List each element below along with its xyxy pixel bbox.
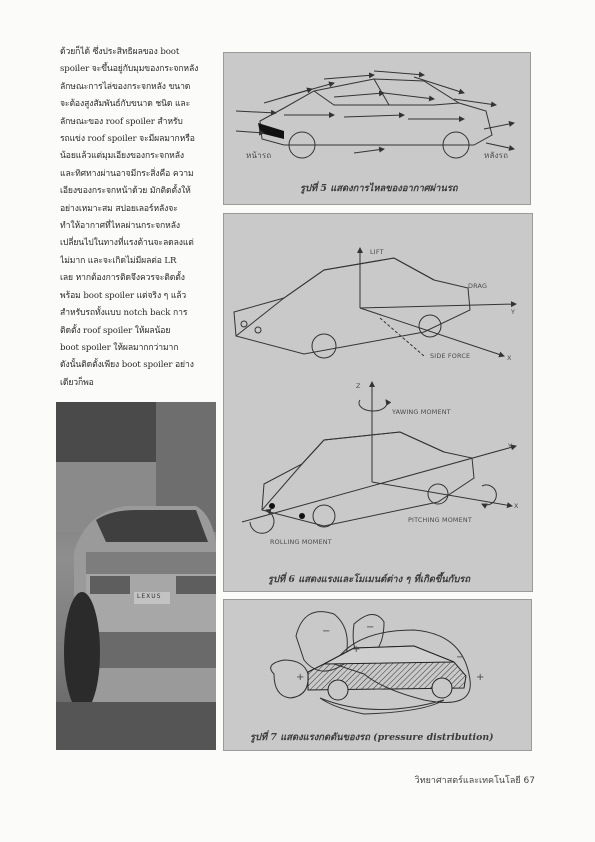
label-drag: DRAG bbox=[468, 282, 488, 290]
text-line: เลย หากต้องการติดจึงควรจะติดตั้ง bbox=[60, 273, 185, 284]
label-front: หน้ารถ bbox=[246, 151, 272, 160]
text-line: ดังนั้นติดตั้งเพียง boot spoiler อย่าง bbox=[60, 360, 194, 371]
label-minus-3: − bbox=[456, 652, 465, 663]
label-y-axis-2: Y bbox=[508, 442, 513, 450]
car-badge: LEXUS bbox=[137, 593, 162, 600]
figure-5-caption: รูปที่ 5 แสดงการไหลของอากาศผ่านรถ bbox=[300, 183, 458, 194]
text-line: พร้อม boot spoiler แต่จริง ๆ แล้ว bbox=[60, 290, 187, 301]
text-line: boot spoiler ให้ผลมากกว่ามาก bbox=[60, 342, 179, 353]
figure-6-caption: รูปที่ 6 แสดงแรงและโมเมนต์ต่าง ๆ ที่เกิดขึ้นกับรถ bbox=[268, 574, 471, 585]
text-line: เดียวก็พอ bbox=[60, 377, 94, 388]
label-side-force: SIDE FORCE bbox=[430, 352, 471, 360]
label-y-axis: Y bbox=[511, 308, 516, 316]
forces-diagram bbox=[224, 214, 533, 592]
page-footer: วิทยาศาสตร์และเทคโนโลยี 67 bbox=[414, 776, 535, 786]
label-plus-1: + bbox=[296, 672, 305, 683]
text-line: ทำให้อากาศที่ไหลผ่านกระจกหลัง bbox=[60, 221, 180, 232]
label-z-axis: Z bbox=[356, 382, 361, 390]
label-minus-2: − bbox=[366, 622, 375, 633]
label-yawing-moment: YAWING MOMENT bbox=[392, 408, 451, 416]
label-rolling-moment: ROLLING MOMENT bbox=[270, 538, 332, 546]
text-line: เปลี่ยนไปในทางที่แรงต้านจะลดลงแต่ bbox=[60, 238, 194, 249]
text-line: ลักษณะของ roof spoiler สำหรับ bbox=[60, 116, 183, 127]
label-x-axis: X bbox=[507, 354, 512, 362]
text-line: ไม่มาก และจะเกิดไม่มีผลต่อ LR bbox=[60, 255, 177, 266]
text-line: ด้วยก็ได้ ซึ่งประสิทธิผลของ boot bbox=[60, 47, 180, 57]
car-rear-photo bbox=[56, 402, 216, 750]
label-lift: LIFT bbox=[370, 248, 384, 256]
label-minus-1: − bbox=[322, 626, 331, 637]
text-line: อย่างเหมาะสม สปอยเลอร์หลังจะ bbox=[60, 203, 178, 214]
figure-7-caption: รูปที่ 7 แสดงแรงกดดันของรถ (pressure distribution) bbox=[250, 732, 494, 743]
label-x-axis-2: X bbox=[514, 502, 519, 510]
text-line: สำหรับรถทั้งแบบ notch back การ bbox=[60, 308, 188, 319]
label-rear: หลังรถ bbox=[484, 151, 509, 160]
text-line: จะต้องสูงสัมพันธ์กับขนาด ชนิด และ bbox=[60, 99, 191, 110]
figure-airflow bbox=[223, 52, 531, 205]
pressure-diagram bbox=[224, 600, 532, 751]
text-line: ติดตั้ง roof spoiler ให้ผลน้อย bbox=[60, 325, 171, 336]
text-line: รถแข่ง roof spoiler จะมีผลมากหรือ bbox=[60, 134, 195, 145]
label-plus-2: + bbox=[352, 644, 361, 655]
label-minus-4: − bbox=[374, 684, 383, 695]
car-photo-illustration bbox=[56, 402, 216, 750]
label-pitching-moment: PITCHING MOMENT bbox=[408, 516, 472, 524]
text-line: เอียงของกระจกหน้าด้วย มักติดตั้งให้ bbox=[60, 186, 191, 197]
text-line: และทิศทางผ่านอาจมีกระสิ่งคือ ความ bbox=[60, 168, 194, 179]
figure-pressure-distribution bbox=[223, 599, 532, 751]
body-text-column bbox=[60, 44, 210, 392]
label-plus-3: + bbox=[476, 672, 485, 683]
text-line: spoiler จะขึ้นอยู่กับมุมของกระจกหลัง bbox=[60, 64, 199, 75]
figure-forces-moments bbox=[223, 213, 533, 592]
text-line: น้อยแล้วแต่มุมเอียงของกระจกหลัง bbox=[60, 151, 185, 162]
text-line: ลักษณะการไล่ของกระจกหลัง ขนาด bbox=[60, 81, 191, 92]
